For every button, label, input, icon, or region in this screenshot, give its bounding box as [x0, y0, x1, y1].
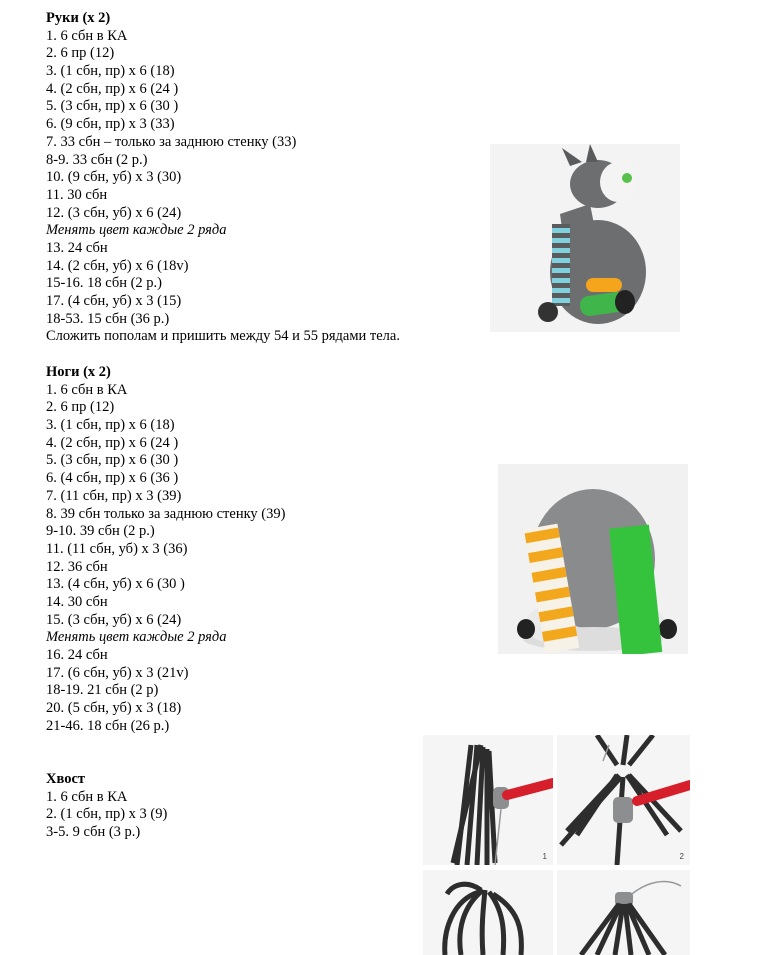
legs-row: 9-10. 39 сбн (2 р.): [46, 523, 155, 540]
legs-row: 8. 39 сбн только за заднюю стенку (39): [46, 505, 286, 522]
tail-step-2-number: 2: [679, 852, 684, 861]
arms-row: 6. (9 сбн, пр) х 3 (33): [46, 116, 175, 133]
legs-row: 7. (11 сбн, пр) х 3 (39): [46, 487, 182, 504]
legs-row: 20. (5 сбн, уб) х 3 (18): [46, 700, 182, 717]
legs-row: 17. (6 сбн, уб) х 3 (21v): [46, 664, 189, 681]
arms-row: 11. 30 сбн: [46, 186, 108, 203]
legs-row: 12. 36 сбн: [46, 558, 108, 575]
legs-row: 2. 6 пр (12): [46, 399, 115, 416]
arms-color-note: Менять цвет каждые 2 ряда: [46, 222, 227, 239]
tail-section: [46, 771, 167, 842]
legs-row: 21-46. 18 сбн (26 р.): [46, 717, 170, 734]
legs-row: 5. (3 сбн, пр) х 6 (30 ): [46, 452, 179, 469]
arms-row: 18-53. 15 сбн (36 р.): [46, 310, 170, 327]
arms-assembly-note: Сложить пополам и пришить между 54 и 55 рядами тела.: [46, 328, 400, 345]
tail-row: 2. (1 сбн, пр) х 3 (9): [46, 806, 168, 823]
arms-row: 5. (3 сбн, пр) х 6 (30 ): [46, 98, 179, 115]
legs-row: 18-19. 21 сбн (2 р): [46, 682, 159, 699]
legs-row: 6. (4 сбн, пр) х 6 (36 ): [46, 470, 179, 487]
arms-row: 17. (4 сбн, уб) х 3 (15): [46, 293, 182, 309]
arms-row: 14. (2 сбн, уб) х 6 (18v): [46, 257, 189, 274]
arms-row: 2. 6 пр (12): [46, 45, 115, 62]
legs-row: 11. (11 сбн, уб) х 3 (36): [46, 540, 188, 557]
arms-row: 4. (2 сбн, пр) х 6 (24 ): [46, 80, 179, 97]
tail-row: 3-5. 9 сбн (3 р.): [46, 824, 141, 841]
tail-step-4-photo: [557, 870, 690, 955]
arms-row: 15-16. 18 сбн (2 р.): [46, 275, 162, 292]
legs-title: Ноги (х 2): [46, 364, 111, 380]
legs-row: 16. 24 сбн: [46, 647, 108, 663]
arms-row: 7. 33 сбн – только за заднюю стенку (33): [46, 133, 297, 150]
legs-color-note: Менять цвет каждые 2 ряда: [46, 629, 227, 646]
legs-row: 13. (4 сбн, уб) х 6 (30 ): [46, 576, 185, 593]
legs-row: 15. (3 сбн, уб) х 6 (24): [46, 611, 182, 628]
tail-step-1-photo: [423, 735, 553, 865]
tail-step-1-number: 1: [542, 852, 547, 861]
arms-row: 8-9. 33 сбн (2 р.): [46, 151, 148, 168]
legs-row: 4. (2 сбн, пр) х 6 (24 ): [46, 434, 179, 451]
legs-row: 3. (1 сбн, пр) х 6 (18): [46, 417, 175, 434]
arms-row: 12. (3 сбн, уб) х 6 (24): [46, 204, 182, 221]
arms-section: [46, 10, 400, 346]
legs-row: 14. 30 сбн: [46, 593, 108, 610]
arms-row: 10. (9 сбн, уб) х 3 (30): [46, 169, 182, 186]
legs-row: 1. 6 сбн в КА: [46, 381, 128, 398]
legs-back-photo: [498, 464, 688, 654]
tail-row: 1. 6 сбн в КА: [46, 788, 128, 805]
tail-title: Хвост: [46, 771, 86, 787]
legs-section: [46, 364, 285, 735]
tail-step-2-photo: [557, 735, 690, 865]
arms-row: 3. (1 сбн, пр) х 6 (18): [46, 63, 175, 80]
arms-row: 13. 24 сбн: [46, 239, 108, 256]
tail-step-3-photo: [423, 870, 553, 955]
donkey-toy-photo: [490, 144, 680, 332]
arms-row: 1. 6 сбн в КА: [46, 27, 128, 44]
arms-title: Руки (х 2): [46, 10, 111, 26]
